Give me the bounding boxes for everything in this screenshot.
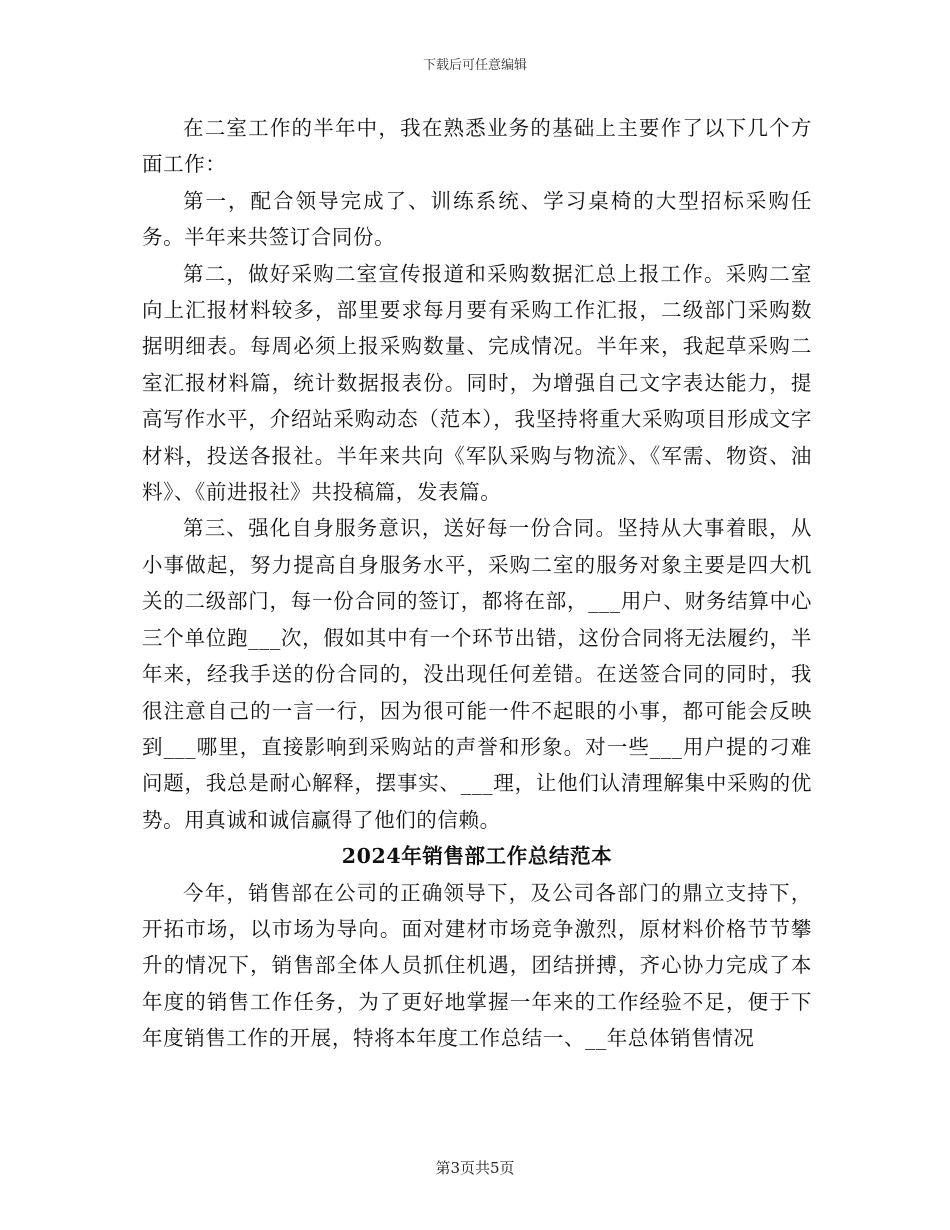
paragraph-sales-intro: 今年，销售部在公司的正确领导下，及公司各部门的鼎立支持下，开拓市场，以市场为导向。面对建材市场竞争激烈，原材料价格节节攀升的情况下，销售部全体人员抓住机遇，团结拼搏，齐心协力完成了本年度的销售工作任务，为了更好地掌握一年来的工作经验不足，便于下年度销售工作的开展，特将本年度工作总结一、__年总体销售情况 <box>142 880 812 1051</box>
page-header-note: 下载后可任意编辑 <box>422 58 527 73</box>
paragraph-second: 第二，做好采购二室宣传报道和采购数据汇总上报工作。采购二室向上汇报材料较多，部里要求每月要有采购工作汇报，二级部门采购数据明细表。每周必须上报采购数量、完成情况。半年来，我起草采购二室汇报材料篇，统计数据报表份。同时，为增强自己文字表达能力，提高写作水平，介绍站采购动态（范本），我坚持将重大采购项目形成文字材料，投送各报社。半年来共向《军队采购与物流》、《军需、物资、油料》、《前进报社》共投稿篇，发表篇。 <box>142 261 812 505</box>
paragraph-third: 第三、强化自身服务意识，送好每一份合同。坚持从大事着眼，从小事做起，努力提高自身服务水平，采购二室的服务对象主要是四大机关的二级部门，每一份合同的签订，都将在部，___用户、财务结算中心三个单位跑___次，假如其中有一个环节出错，这份合同将无法履约，半年来，经我手送的份合同的，没出现任何差错。在送签合同的同时，我很注意自己的一言一行，因为很可能一件不起眼的小事，都可能会反映到___哪里，直接影响到采购站的声誉和形象。对一些___用户提的刁难问题，我总是耐心解释，摆事实、___理，让他们认清理解集中采购的优势。用真诚和诚信赢得了他们的信赖。 <box>142 516 812 832</box>
document-body <box>142 110 812 1057</box>
paragraph-first: 第一，配合领导完成了、训练系统、学习桌椅的大型招标采购任务。半年来共签订合同份。 <box>142 188 812 250</box>
section-title: 2024年销售部工作总结范本 <box>341 844 613 869</box>
page-footer-number: 第3页共5页 <box>435 1159 515 1177</box>
paragraph-intro: 在二室工作的半年中，我在熟悉业务的基础上主要作了以下几个方面工作： <box>142 116 812 177</box>
